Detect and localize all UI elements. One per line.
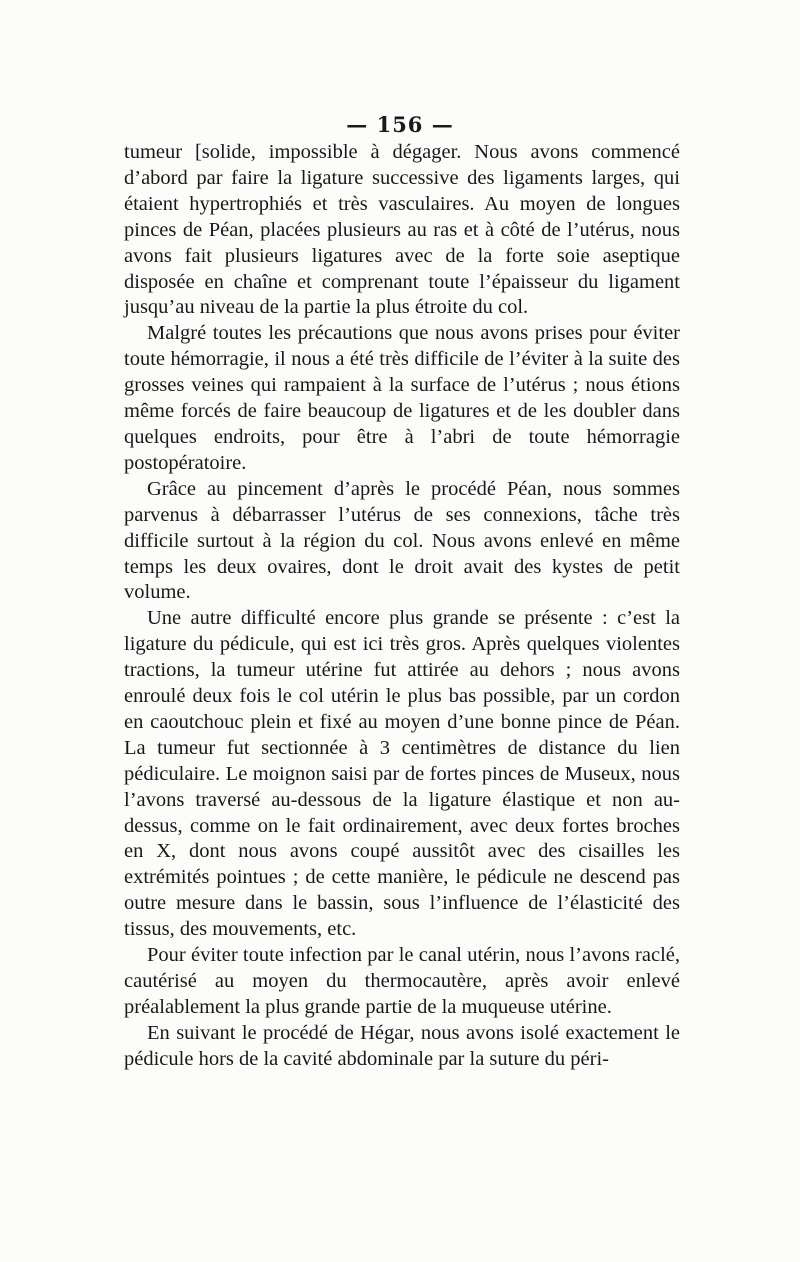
paragraph-5: Pour éviter toute infection par le canal utérin, nous l’avons raclé, cautérisé au moyen du thermocautère, après avoir enlevé préalablement la plus grande partie de la muqueuse utérine. bbox=[124, 944, 680, 1018]
paragraph-3: Grâce au pincement d’après le procédé Péan, nous sommes parvenus à débarrasser l’utérus de ses connexions, tâche très difficile surtout à la région du col. Nous avons enlevé en même temps les deux ovaires, dont le droit avait des kystes de petit volume. bbox=[124, 477, 680, 604]
page-number: — 156 — bbox=[346, 112, 454, 137]
paragraph-6: En suivant le procédé de Hégar, nous avons isolé exactement le pédicule hors de la cavité abdominale par la suture du péri- bbox=[124, 1021, 680, 1070]
paragraph-1: tumeur [solide, impossible à dégager. Nous avons commencé d’abord par faire la ligature successive des ligaments larges, qui étaient hypertrophiés et très vasculaires. Au moyen de longues pinces de Péan, placées plusieurs au ras et à côté de l’utérus, nous avons fait plusieurs ligatures avec de la forte soie aseptique disposée en chaîne et comprenant toute l’épaisseur du ligament jusqu’au niveau de la partie la plus étroite du col. bbox=[124, 141, 680, 319]
paragraph-2: Malgré toutes les précautions que nous avons prises pour éviter toute hémorragie, il nous a été très difficile de l’éviter à la suite des grosses veines qui rampaient à la surface de l’utérus ; nous étions même forcés de faire beaucoup de ligatures et de les doubler dans quelques endroits, pour être à l’abri de toute hémorragie postopératoire. bbox=[124, 322, 680, 474]
paragraph-4: Une autre difficulté encore plus grande se présente : c’est la ligature du pédicule, qui est ici très gros. Après quelques violentes tractions, la tumeur utérine fut attirée au dehors ; nous avons enroulé deux fois le col utérin le plus bas possible, par un cordon en caoutchouc plein et fixé au moyen d’une bonne pince de Péan. La tumeur fut sectionnée à 3 centimètres de distance du lien pédiculaire. Le moignon saisi par de fortes pinces de Museux, nous l’avons traversé au-dessous de la ligature élastique et non au-dessus, comme on le fait ordinairement, avec deux fortes broches en X, dont nous avons coupé aussitôt avec des cisailles les extrémités pointues ; de cette manière, le pédicule ne descend pas outre mesure dans le bassin, sous l’influence de l’élasticité des tissus, des mouvements, etc. bbox=[124, 607, 680, 941]
body-text bbox=[124, 140, 680, 1073]
